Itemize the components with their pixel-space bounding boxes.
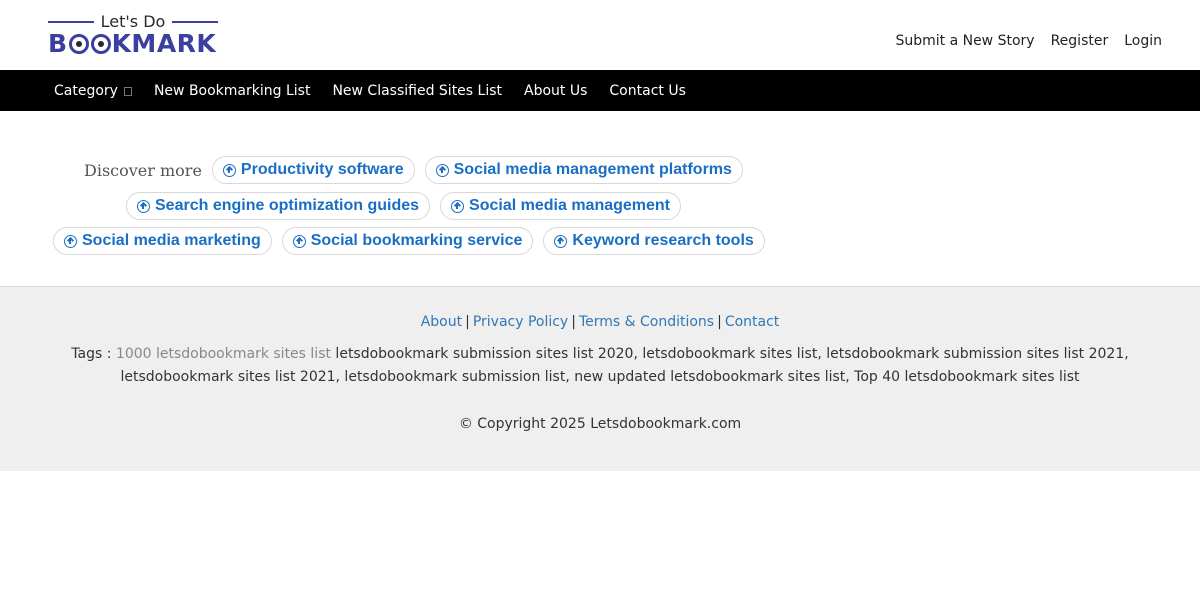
logo-letters-kmark: KMARK: [111, 29, 217, 58]
footer-separator: |: [571, 314, 576, 330]
logo-letter-b: B: [48, 29, 68, 58]
arrow-circle-icon: [137, 200, 150, 213]
chip-social-media-management-platforms[interactable]: [425, 156, 743, 184]
logo-eye-icon-2: [91, 34, 111, 54]
register-link[interactable]: Register: [1050, 33, 1109, 49]
chip-label: Social bookmarking service: [310, 232, 523, 249]
chip-keyword-research-tools[interactable]: [543, 227, 764, 255]
arrow-circle-icon: [64, 235, 77, 248]
chip-label: Productivity software: [240, 161, 404, 178]
discover-more-label: Discover more: [84, 160, 202, 180]
chip-search-engine-optimization-guides[interactable]: [126, 192, 430, 220]
nav-category[interactable]: [54, 81, 132, 101]
footer-tags: [50, 343, 1150, 389]
arrow-circle-icon: [554, 235, 567, 248]
nav-new-bookmarking-list[interactable]: New Bookmarking List: [153, 82, 311, 99]
chip-social-bookmarking-service[interactable]: [282, 227, 534, 255]
login-link[interactable]: Login: [1124, 33, 1162, 49]
tags-prefix: Tags :: [71, 346, 116, 362]
tags-list: letsdobookmark submission sites list 2020, letsdobookmark sites list, letsdobookmark submission sites list 2021, letsdobookmark sites list 2021, letsdobookmark submission list, new updated letsdobookmark sites list, Top 40 letsdobookmark sites list: [120, 346, 1129, 385]
nav-new-classified-sites-list[interactable]: New Classified Sites List: [332, 82, 503, 99]
dropdown-caret-icon: [124, 87, 132, 96]
chip-social-media-management[interactable]: [440, 192, 681, 220]
site-logo[interactable]: [48, 12, 218, 60]
chip-label: Social media management: [469, 197, 671, 214]
footer-separator: |: [465, 314, 470, 330]
discover-row-2: [126, 192, 681, 220]
chip-label: Social media management platforms: [453, 161, 732, 178]
footer-separator: |: [717, 314, 722, 330]
logo-line-right: [172, 21, 218, 23]
chip-social-media-marketing[interactable]: [53, 227, 272, 255]
footer-contact-link[interactable]: Contact: [724, 314, 780, 330]
logo-line-left: [48, 21, 94, 23]
chip-label: Keyword research tools: [572, 232, 754, 249]
site-header: [0, 0, 1200, 70]
arrow-circle-icon: [293, 235, 306, 248]
nav-category-label: Category: [54, 82, 118, 99]
nav-contact-us[interactable]: Contact Us: [609, 82, 686, 99]
discover-row-1: [84, 156, 743, 184]
main-nav: [0, 70, 1200, 111]
footer-privacy-link[interactable]: Privacy Policy: [472, 314, 569, 330]
header-links: [895, 31, 1162, 51]
submit-story-link[interactable]: Submit a New Story: [895, 33, 1035, 49]
arrow-circle-icon: [451, 200, 464, 213]
chip-productivity-software[interactable]: [212, 156, 415, 184]
logo-top-text: Let's Do: [100, 12, 166, 31]
site-footer: [0, 286, 1200, 471]
footer-terms-link[interactable]: Terms & Conditions: [578, 314, 715, 330]
arrow-circle-icon: [223, 164, 236, 177]
footer-links: [0, 312, 1200, 332]
copyright-text: © Copyright 2025 Letsdobookmark.com: [458, 416, 742, 432]
chip-label: Search engine optimization guides: [155, 197, 420, 214]
footer-about-link[interactable]: About: [420, 314, 463, 330]
chip-label: Social media marketing: [82, 232, 261, 249]
logo-main-text: [48, 30, 218, 58]
nav-about-us[interactable]: About Us: [524, 82, 588, 99]
tag-link[interactable]: 1000 letsdobookmark sites list: [115, 346, 331, 362]
discover-row-3: [53, 227, 765, 255]
arrow-circle-icon: [436, 164, 449, 177]
logo-eye-icon: [69, 34, 89, 54]
